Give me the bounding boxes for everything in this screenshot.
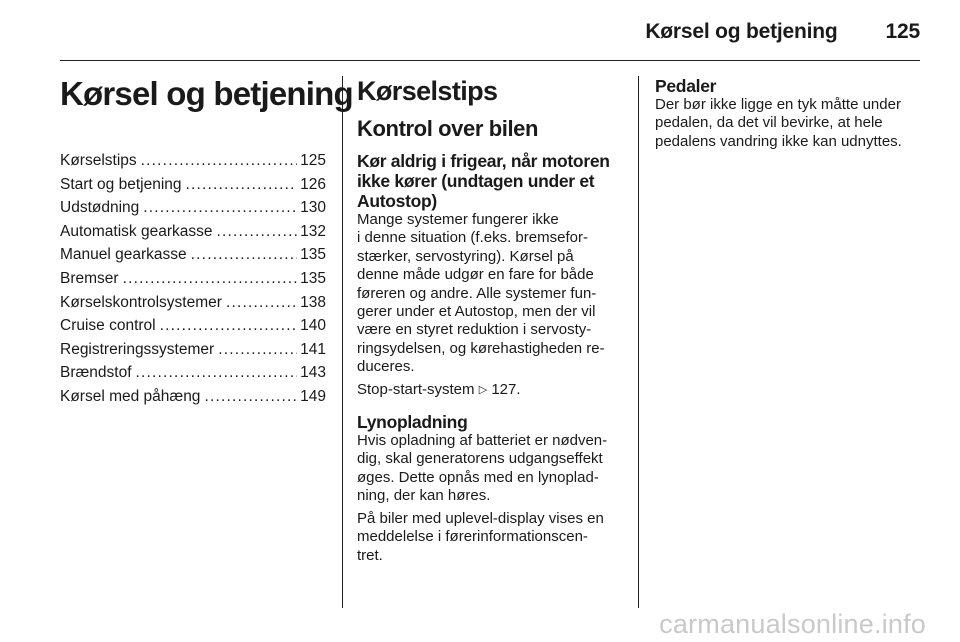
- toc-entry-title: Kørsel med påhæng: [60, 387, 201, 405]
- cross-reference[interactable]: [357, 381, 622, 399]
- toc-entry-page: 138: [300, 293, 326, 311]
- heading-line: ikke kører (undtagen under et: [357, 171, 595, 191]
- text-line: tret.: [357, 546, 383, 564]
- left-column: [60, 75, 353, 409]
- toc-dot-leader: [141, 149, 297, 173]
- toc-entry-page: 130: [300, 199, 326, 217]
- text-line: På biler med uplevel-display vises en: [357, 509, 604, 527]
- toc-entry-title: Kørselskontrolsystemer: [60, 293, 222, 311]
- body-paragraph: [357, 510, 622, 565]
- toc-entry-title: Bremser: [60, 269, 119, 287]
- toc-entry-title: Start og betjening: [60, 175, 182, 193]
- toc-entry[interactable]: [60, 173, 326, 197]
- toc-entry[interactable]: [60, 361, 326, 385]
- watermark: carmanualsonline.info: [659, 609, 926, 639]
- toc-entry-page: 143: [300, 364, 326, 382]
- toc-dot-leader: [218, 338, 297, 362]
- running-title: Kørsel og betjening: [645, 20, 838, 43]
- text-line: pedalen, da det vil bevirke, at hele: [655, 114, 883, 132]
- toc-entry-title: Cruise control: [60, 317, 156, 335]
- toc-entry[interactable]: [60, 196, 326, 220]
- text-line: i denne situation (f.eks. bremsefor-: [357, 229, 588, 247]
- text-line: stærker, servostyring). Kørsel på: [357, 247, 574, 265]
- toc-entry-page: 126: [300, 175, 326, 193]
- toc-dot-leader: [191, 243, 297, 267]
- reference-page: 127.: [491, 380, 521, 398]
- toc-entry-title: Brændstof: [60, 364, 132, 382]
- text-line: Der bør ikke ligge en tyk måtte under: [655, 96, 901, 113]
- subsection-title: Kontrol over bilen: [357, 116, 539, 141]
- chapter-title: Kørsel og betjening: [60, 75, 353, 112]
- running-header: [645, 20, 920, 44]
- toc-entry[interactable]: [60, 220, 326, 244]
- text-line: duceres.: [357, 358, 415, 376]
- toc-dot-leader: [204, 385, 297, 409]
- topic-heading: [357, 151, 622, 211]
- text-line: Mange systemer fungerer ikke: [357, 211, 559, 228]
- toc-entry[interactable]: [60, 314, 326, 338]
- table-of-contents: [60, 149, 326, 409]
- text-line: gerer under et Autostop, men der vil: [357, 303, 596, 321]
- header-rule: [60, 60, 920, 61]
- right-column: [655, 76, 927, 151]
- toc-entry-page: 135: [300, 269, 326, 287]
- toc-dot-leader: [136, 361, 298, 385]
- toc-entry-page: 141: [300, 340, 326, 358]
- triangle-arrow-icon: ▷: [478, 383, 488, 396]
- body-paragraph: [655, 96, 927, 151]
- text-line: føreren og andre. Alle systemer fun-: [357, 284, 597, 302]
- toc-entry[interactable]: [60, 385, 326, 409]
- toc-entry[interactable]: [60, 243, 326, 267]
- heading-line: Autostop): [357, 191, 437, 211]
- toc-entry-page: 132: [300, 222, 326, 240]
- toc-entry[interactable]: [60, 338, 326, 362]
- toc-entry-page: 125: [300, 152, 326, 169]
- toc-dot-leader: [143, 196, 297, 220]
- column-divider: [342, 76, 343, 608]
- column-divider: [638, 76, 639, 608]
- page-number: 125: [885, 20, 920, 43]
- topic-heading: Lynopladning: [357, 412, 468, 433]
- text-line: pedalens vandring ikke kan udnyttes.: [655, 132, 902, 150]
- toc-entry-title: Kørselstips: [60, 152, 137, 169]
- text-line: øges. Dette opnås med en lynoplad-: [357, 468, 599, 486]
- text-line: meddelelse i førerinformationscen-: [357, 528, 588, 546]
- toc-entry-title: Registreringssystemer: [60, 340, 215, 358]
- toc-entry-title: Manuel gearkasse: [60, 246, 187, 264]
- section-title: Kørselstips: [357, 76, 498, 106]
- toc-entry[interactable]: [60, 149, 326, 173]
- text-line: denne måde udgør en fare for både: [357, 266, 594, 284]
- toc-dot-leader: [123, 267, 298, 291]
- toc-entry[interactable]: [60, 267, 326, 291]
- body-paragraph: [357, 432, 622, 506]
- text-line: dig, skal generatorens udgangseffekt: [357, 450, 603, 468]
- toc-entry[interactable]: [60, 291, 326, 315]
- toc-entry-page: 140: [300, 317, 326, 335]
- toc-entry-title: Udstødning: [60, 199, 140, 217]
- toc-entry-title: Automatisk gearkasse: [60, 222, 213, 240]
- toc-dot-leader: [217, 220, 298, 244]
- toc-dot-leader: [226, 291, 297, 315]
- text-line: ringsydelsen, og kørehastigheden re-: [357, 339, 605, 357]
- text-line: Hvis opladning af batteriet er nødven-: [357, 432, 608, 450]
- toc-dot-leader: [186, 173, 298, 197]
- toc-entry-page: 135: [300, 246, 326, 264]
- text-line: ning, der kan høres.: [357, 487, 491, 505]
- toc-entry-page: 149: [300, 387, 326, 405]
- middle-column: [357, 76, 622, 565]
- topic-heading: Pedaler: [655, 76, 717, 96]
- text-line: være en styret reduktion i servosty-: [357, 321, 592, 339]
- toc-dot-leader: [160, 314, 298, 338]
- reference-text: Stop-start-system: [357, 380, 475, 398]
- body-paragraph: [357, 211, 622, 377]
- heading-line: Kør aldrig i frigear, når motoren: [357, 151, 610, 171]
